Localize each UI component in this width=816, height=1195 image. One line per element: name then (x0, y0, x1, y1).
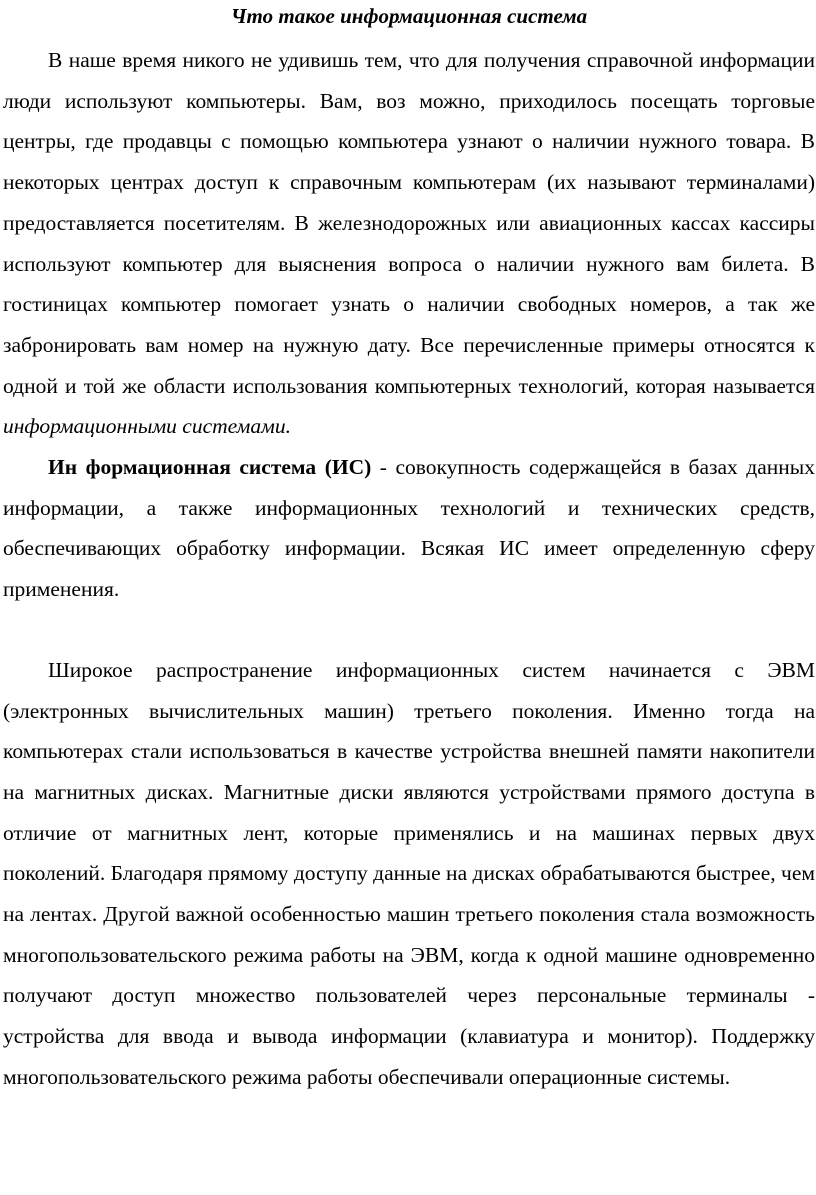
paragraph-history: Широкое распространение информационных систем начинается с ЭВМ (электронных вычислительных машин) третьего поколения. Именно тогда на компьютерах стали использоваться в качестве устройства внешней памяти накопители на магнитных дисках. Магнитные диски являются устройствами прямого доступа в отличие от магнитных лент, которые применялись и на машинах первых двух поколений. Благодаря прямому доступу данные на дисках обрабатываются быстрее, чем на лентах. Другой важной особенностью машин третьего поколения стала возможность многопользовательского режима работы на ЭВМ, когда к одной машине одновременно получают доступ множество пользователей через персональные терминалы - устройства для ввода и вывода информации (клавиатура и монитор). Поддержку многопользовательского режима работы обеспечивали операционные системы. (3, 657, 815, 1089)
paragraph-intro (3, 40, 815, 447)
paragraph-intro-text: В наше время никого не удивишь тем, что для получения справочной информации люди используют компьютеры. Вам, воз можно, приходилось посещать торговые центры, где продавцы с помощью компьютера узнают о наличии нужного товара. В некоторых центрах доступ к справочным компьютерам (их называют терминалами) предоставляется посетителям. В железнодорожных или авиационных кассах кассиры используют компьютер для выяснения вопроса о наличии нужного вам билета. В гостиницах компьютер помогает узнать о наличии свободных номеров, а так же забронировать вам номер на нужную дату. Все перечисленные примеры относятся к одной и той же области использования компьютерных технологий, которая называется (3, 48, 815, 398)
definition-term: Ин формационная система (ИС) (48, 455, 372, 480)
paragraph-definition (3, 447, 815, 610)
paragraph-intro-emphasis: информационными системами. (3, 414, 291, 439)
definition-text: - совокупность содержащейся в базах данных информации, а также информационных технологий и технических средств, обеспечивающих обработку информации. Всякая ИС имеет определенную сферу применения. (3, 455, 815, 602)
document-title: Что такое информационная система (230, 4, 588, 28)
